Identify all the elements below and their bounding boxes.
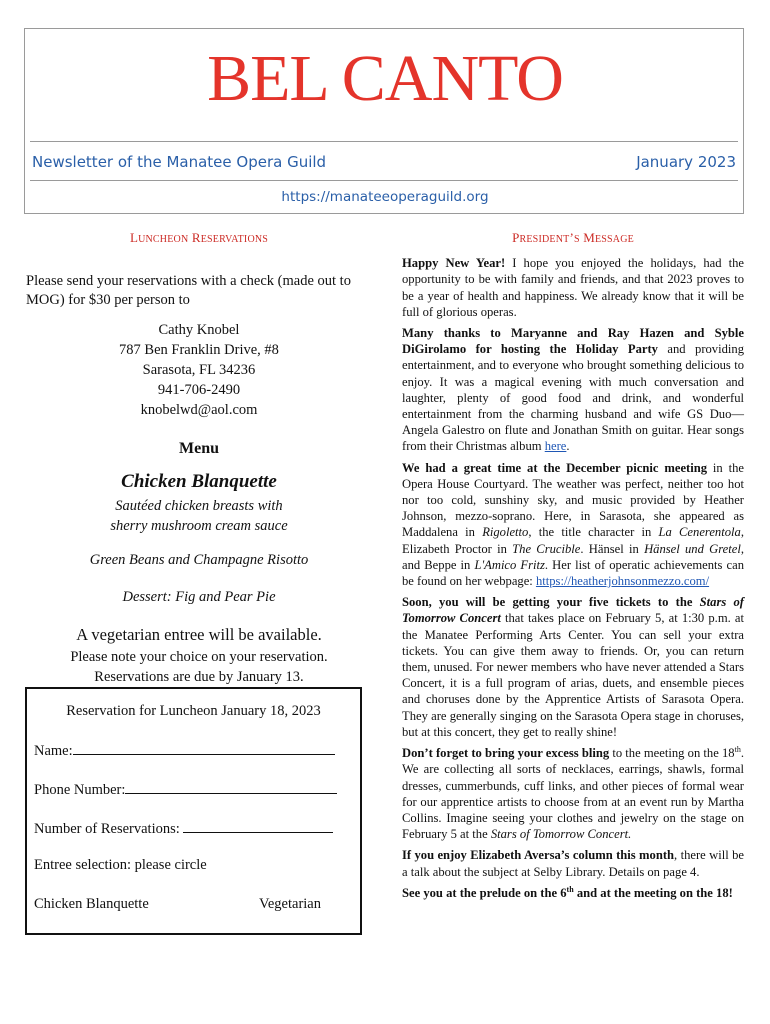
masthead-title: BEL CANTO xyxy=(207,42,563,115)
opera-title: Hänsel und Gretel xyxy=(644,541,741,556)
vegetarian-note: A vegetarian entree will be available. xyxy=(76,625,322,644)
opera-title: La Cenerentola xyxy=(658,525,741,540)
contact-name: Cathy Knobel xyxy=(158,322,240,338)
name-label: Name: xyxy=(34,743,73,759)
reservation-instructions: Please send your reservations with a check (made out to MOG) for $30 per person to xyxy=(26,273,351,308)
president-heading xyxy=(402,230,744,248)
luncheon-heading xyxy=(26,230,372,246)
paragraph-text: . Hänsel in xyxy=(580,541,645,556)
paragraph-text: . Her list of operatic achievements can be found on her webpage: xyxy=(402,557,744,589)
count-label: Number of Reservations: xyxy=(34,821,180,837)
opera-title: L'Amico Fritz xyxy=(474,557,545,572)
issue-date: January 2023 xyxy=(636,153,736,171)
paragraph-lead: Many thanks to Maryanne and Ray Hazen and Syble DiGirolamo for hosting the Holiday Party xyxy=(402,326,744,357)
paragraph-text: , there will be a talk about the subject at Selby Library. Details on page 4. xyxy=(402,848,744,879)
masthead-rule-top xyxy=(30,141,738,142)
paragraph-new-year xyxy=(402,255,744,320)
president-message-column xyxy=(402,230,744,906)
paragraph-text: , and Beppe in xyxy=(402,541,744,572)
paragraph-closing xyxy=(402,885,744,901)
paragraph-lead: Happy New Year! xyxy=(402,256,506,271)
entree-option-vegetarian[interactable]: Vegetarian xyxy=(259,896,321,912)
paragraph-lead: We had a great time at the December picnic meeting xyxy=(402,460,708,475)
paragraph-text: to the meeting on the 18 xyxy=(609,746,735,761)
paragraph-lead: If you enjoy Elizabeth Aversa’s column this month xyxy=(402,848,675,863)
phone-field[interactable] xyxy=(34,780,337,799)
dish-description-line: Sautéed chicken breasts with xyxy=(115,498,283,514)
entree-selection: Entree selection: please circle xyxy=(34,857,207,873)
heading-letter: P xyxy=(512,230,520,245)
paragraph-column-talk xyxy=(402,847,744,879)
name-blank[interactable] xyxy=(73,741,335,755)
heading-letter: R xyxy=(191,230,201,245)
heading-smallcaps: ESERVATIONS xyxy=(200,234,269,245)
webpage-link[interactable]: https://heatherjohnsonmezzo.com/ xyxy=(535,574,710,589)
heading-smallcaps: RESIDENT xyxy=(519,234,570,245)
dessert: Dessert: Fig and Pear Pie xyxy=(122,589,276,605)
paragraph-text: I hope you enjoyed the holidays, had the opportunity to be with family and friends, and that 2023 proves to be a year of health and happiness. We already know that it will be full of glorious operas. xyxy=(402,256,744,319)
opera-title: The Crucible xyxy=(512,541,581,556)
heading-letter: M xyxy=(583,230,595,245)
paragraph-text: that takes place on February 5, at 1:30 p.m. at the Manatee Performing Arts Center. You can sell your extra tickets. You can give them away to friends. Or, you can return them, unused. For newer members who have never attended a Stars Concert, it is a full program of arias, duets, and ensemble pieces and choruses done by the Apprentice Artists of Sarasota Opera. They are generally singing on the Sarasota Opera stage in choruses, but at this concert, they get to really shine! xyxy=(402,611,744,739)
contact-city: Sarasota, FL 34236 xyxy=(142,362,256,378)
concert-title: Stars of Tomorrow Concert. xyxy=(490,827,632,842)
paragraph-text: , the title character in xyxy=(528,525,659,540)
album-link[interactable]: here xyxy=(544,439,567,454)
reservation-note-line: Reservations are due by January 13. xyxy=(94,669,304,685)
paragraph-bling xyxy=(402,745,744,842)
contact-block xyxy=(26,320,372,420)
entree-option-chicken[interactable]: Chicken Blanquette xyxy=(34,896,149,912)
dish-description xyxy=(26,496,372,536)
name-field[interactable] xyxy=(34,741,335,760)
paragraph-lead: Don’t forget to bring your excess bling xyxy=(402,746,610,761)
paragraph-holiday-party xyxy=(402,325,744,455)
main-dish: Chicken Blanquette xyxy=(121,471,277,492)
closing-text: See you at the prelude on the 6 xyxy=(402,885,567,900)
paragraph-text: . xyxy=(566,439,570,454)
paragraph-text: and providing entertainment, and to everyone who brought something delicious to enjoy. It was a magical evening with much conversation and laughter, plenty of good food and drink, and wonderful entertainment from the charming husband and wife GS Duo—Angela Galestro on flute and Jonathan Smith on guitar. Hear songs from their Christmas album xyxy=(402,342,744,454)
paragraph-text: , Elizabeth Proctor in xyxy=(402,525,744,556)
heading-smallcaps: ESSAGE xyxy=(594,234,634,245)
paragraph-concert-tickets xyxy=(402,594,744,740)
phone-label: Phone Number: xyxy=(34,782,126,798)
concert-title: Stars of Tomorrow Concert xyxy=(402,595,744,626)
reservation-form xyxy=(25,687,362,935)
contact-phone: 941-706-2490 xyxy=(157,382,241,398)
opera-title: Rigoletto xyxy=(482,525,529,540)
paragraph-picnic xyxy=(402,460,744,590)
reservation-count-field[interactable] xyxy=(34,819,333,838)
contact-email[interactable]: knobelwd@aol.com xyxy=(140,402,258,418)
paragraph-text: in the Opera House Courtyard. The weather was perfect, neither too hot nor too cold, sunshiny sky, and music provided by Heather Johnson, mezzo-soprano. Here, in Sarasota, she appeared as Maddalena in xyxy=(402,460,744,540)
website-link[interactable]: https://manateeoperaguild.org xyxy=(281,189,489,205)
menu-title: Menu xyxy=(179,440,219,457)
reservation-note xyxy=(26,647,372,687)
heading-letter: ’ xyxy=(569,230,574,245)
heading-smallcaps: S xyxy=(573,234,580,245)
count-blank[interactable] xyxy=(183,819,333,833)
form-title: Reservation for Luncheon January 18, 2023 xyxy=(66,703,321,719)
luncheon-column xyxy=(26,230,372,687)
heading-letter: L xyxy=(129,230,139,245)
dish-description-line: sherry mushroom cream sauce xyxy=(110,518,288,534)
paragraph-lead: Soon, you will be getting your five tickets to the xyxy=(402,595,700,610)
heading-smallcaps: UNCHEON xyxy=(138,234,189,245)
phone-blank[interactable] xyxy=(125,780,337,794)
reservation-note-line: Please note your choice on your reservation. xyxy=(70,649,328,665)
ordinal-suffix: th xyxy=(734,744,741,754)
masthead-rule-bottom xyxy=(30,180,738,181)
ordinal-suffix: th xyxy=(566,884,574,894)
newsletter-subtitle: Newsletter of the Manatee Opera Guild xyxy=(32,153,327,171)
side-dishes: Green Beans and Champagne Risotto xyxy=(89,552,309,568)
contact-street: 787 Ben Franklin Drive, #8 xyxy=(119,342,279,358)
paragraph-text: . We are collecting all sorts of necklaces, earrings, shawls, formal dresses, cummerbunds, cuff links, and other pieces of formal wear for our apprentice artists to choose from at an event run by Martha Collins. Imagine seeing your clothes and jewelry on the stage on February 5 at the xyxy=(402,746,744,842)
closing-text: and at the meeting on the 18! xyxy=(573,885,733,900)
